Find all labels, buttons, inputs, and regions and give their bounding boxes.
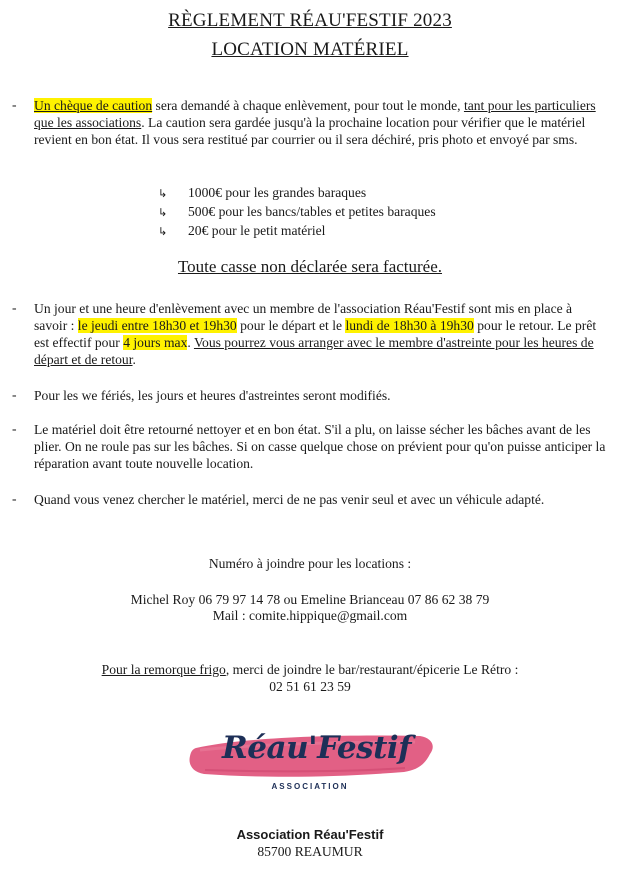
vehicule-paragraph: Quand vous venez chercher le matériel, merci de ne pas venir seul et avec un véhicule adapté.	[34, 492, 545, 507]
highlight-jeudi: le jeudi entre 18h30 et 19h30	[77, 318, 237, 333]
contact-names: Michel Roy 06 79 97 14 78 ou Emeline Brianceau 07 86 62 38 79	[130, 592, 490, 607]
logo-text: Réau'Festif	[222, 730, 412, 766]
return-arrow-icon: ↳	[158, 225, 168, 238]
enlevement-paragraph: Un jour et une heure d'enlèvement avec un membre de l'association Réau'Festif sont mis en place à savoir : le jeudi entre 18h30 et 19h30 pour le départ et le lundi de 18h30 à 19h30 pour le retour. Le prêt est effectif pour 4 jours max. Vous pourrez vous arranger avec le membre d'astreinte pour les heures de départ et de retour.	[34, 301, 597, 367]
highlight-duree: 4 jours max	[123, 335, 188, 350]
amount-item: ↳ 20€ pour le petit matériel	[158, 222, 436, 241]
return-arrow-icon: ↳	[158, 206, 168, 219]
bullet-dash: -	[12, 491, 17, 506]
bullet-dash: -	[12, 421, 17, 436]
caution-paragraph: Un chèque de caution sera demandé à chaque enlèvement, pour tout le monde, tant pour les particuliers que les associations. La caution sera gardée jusqu'à la prochaine location pour vérifier que le matériel revient en bon état. Il vous sera restitué par courrier ou il sera déchiré, pris photo et envoyé par sms.	[34, 98, 596, 147]
amount-item: ↳ 1000€ pour les grandes baraques	[158, 184, 436, 203]
casse-notice: Toute casse non déclarée sera facturée.	[177, 257, 443, 276]
bullet-dash: -	[12, 300, 17, 315]
remorque-phone: 02 51 61 23 59	[269, 679, 351, 694]
retour-paragraph: Le matériel doit être retourné nettoyer et en bon état. S'il a plu, on laisse sécher les bâches avant de les plier. On ne roule pas sur les bâches. Si on casse quelque chose on prévient pour qu'on puisse anticiper la réparation avant toute nouvelle location.	[34, 422, 606, 471]
bullet-dash: -	[12, 387, 17, 402]
page-subtitle: LOCATION MATÉRIEL	[211, 39, 409, 60]
footer-org: Association Réau'Festif	[236, 827, 384, 842]
return-arrow-icon: ↳	[158, 187, 168, 200]
logo-subtitle: ASSOCIATION	[271, 782, 349, 791]
association-logo	[0, 720, 620, 800]
bullet-dash: -	[12, 97, 17, 112]
amount-item: ↳ 500€ pour les bancs/tables et petites baraques	[158, 203, 436, 222]
page-title: RÈGLEMENT RÉAU'FESTIF 2023	[168, 10, 452, 31]
remorque-underlined: Pour la remorque frigo	[101, 662, 226, 677]
astreinte-underlined: Vous pourrez vous arranger avec le membre d'astreinte pour les heures de départ et de retour	[34, 335, 594, 367]
contact-heading: Numéro à joindre pour les locations :	[208, 556, 412, 571]
feries-paragraph: Pour les we fériés, les jours et heures d'astreintes seront modifiés.	[34, 388, 391, 403]
caution-underlined: tant pour les particuliers que les associations	[34, 98, 596, 130]
highlight-lundi: lundi de 18h30 à 19h30	[345, 318, 474, 333]
caution-highlight: Un chèque de caution	[34, 98, 153, 113]
contact-mail: Mail : comite.hippique@gmail.com	[212, 608, 408, 623]
remorque-line: Pour la remorque frigo, merci de joindre le bar/restaurant/épicerie Le Rétro :	[101, 662, 519, 677]
footer-city: 85700 REAUMUR	[257, 844, 363, 859]
amount-list	[158, 184, 436, 241]
